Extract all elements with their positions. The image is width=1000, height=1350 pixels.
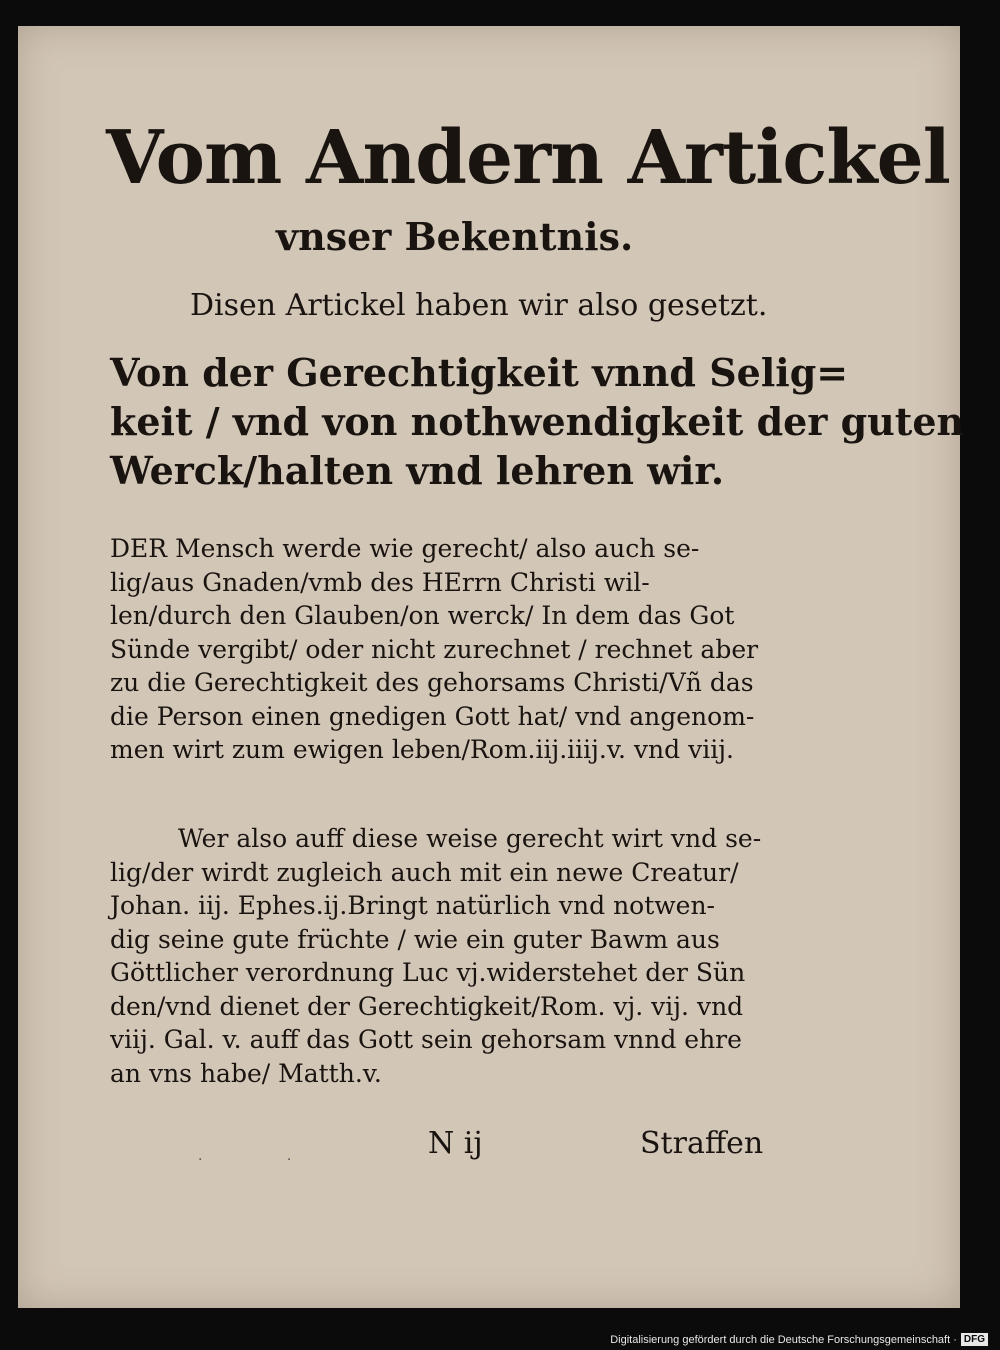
text-line: Göttlicher verordnung Luc vj.widerstehet der Sün xyxy=(110,958,746,987)
text-line: Johan. iij. Ephes.ij.Bringt natürlich vnd notwen- xyxy=(110,891,716,920)
text-line: len/durch den Glauben/on werck/ In dem das Got xyxy=(110,601,735,630)
article-heading xyxy=(110,348,965,495)
text-line: an vns habe/ Matth.v. xyxy=(110,1058,382,1088)
text-line: die Person einen gnedigen Gott hat/ vnd angenom- xyxy=(110,701,755,731)
catchword: Straffen xyxy=(640,1126,764,1161)
paragraph-2 xyxy=(110,822,770,1090)
ink-specks: · · xyxy=(198,1152,332,1168)
text-line: men wirt zum ewigen leben/Rom.iij.iiij.v. vnd viij. xyxy=(110,735,734,764)
book-page xyxy=(18,26,965,1308)
text-line: lig/der wirdt zugleich auch mit ein newe Creatur/ xyxy=(110,857,739,887)
heading-line: Werck/halten vnd lehren wir. xyxy=(110,448,725,493)
text-line: dig seine gute früchte / wie ein guter Bawm aus xyxy=(110,924,720,954)
page-subtitle: vnser Bekentnis. xyxy=(276,214,634,259)
text-line: DER Mensch werde wie gerecht/ also auch se- xyxy=(110,534,700,563)
paragraph-1 xyxy=(110,532,770,767)
heading-line: keit / vnd von nothwendigkeit der guten xyxy=(110,399,965,444)
dfg-logo-icon: DFG xyxy=(961,1333,988,1346)
text-line: den/vnd dienet der Gerechtigkeit/Rom. vj. vij. vnd xyxy=(110,991,744,1021)
text-line: lig/aus Gnaden/vmb des HErrn Christi wil- xyxy=(110,567,650,597)
intro-line: Disen Artickel haben wir also gesetzt. xyxy=(190,288,768,323)
signature-mark: N ij xyxy=(428,1126,483,1161)
text-line: Sünde vergibt/ oder nicht zurechnet / rechnet aber xyxy=(110,634,759,664)
credit-text: Digitalisierung gefördert durch die Deutsche Forschungsgemeinschaft · xyxy=(610,1333,957,1346)
text-line: Wer also auff diese weise gerecht wirt vnd se- xyxy=(178,824,762,853)
page-title: Vom Andern Artickel xyxy=(106,115,950,201)
text-line: zu die Gerechtigkeit des gehorsams Christi/Vñ das xyxy=(110,668,754,697)
heading-line: Von der Gerechtigkeit vnnd Selig= xyxy=(110,350,849,395)
digitization-credit xyxy=(610,1333,988,1346)
text-line: viij. Gal. v. auff das Gott sein gehorsam vnnd ehre xyxy=(110,1025,742,1054)
